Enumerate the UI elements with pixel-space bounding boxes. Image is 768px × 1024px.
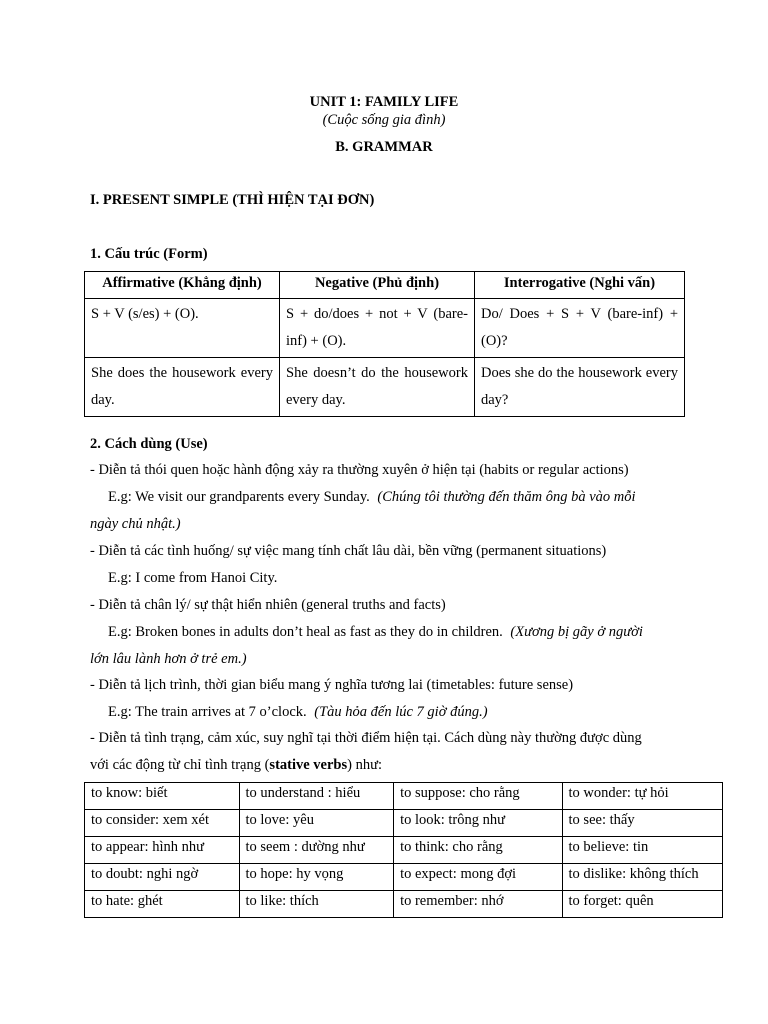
table-row bbox=[85, 783, 723, 810]
example-line bbox=[108, 704, 488, 721]
form-table-header-row bbox=[85, 272, 685, 299]
example-text: E.g: Broken bones in adults don’t heal as fast as they do in children. bbox=[108, 624, 503, 640]
example-translation: (Xương bị gãy ở người bbox=[510, 624, 643, 640]
use-states-text-end: ) như: bbox=[347, 757, 382, 773]
table-cell: to like: thích bbox=[239, 891, 394, 918]
use-habits: - Diễn tả thói quen hoặc hành động xảy ra thường xuyên ở hiện tại (habits or regular actions) bbox=[90, 462, 629, 478]
table-cell: She doesn’t do the housework every day. bbox=[280, 358, 475, 417]
table-cell: to consider: xem xét bbox=[85, 810, 240, 837]
table-cell: to love: yêu bbox=[239, 810, 394, 837]
table-cell: to seem : dường như bbox=[239, 837, 394, 864]
table-cell: to hope: hy vọng bbox=[239, 864, 394, 891]
use-permanent: - Diễn tả các tình huống/ sự việc mang tính chất lâu dài, bền vững (permanent situations) bbox=[90, 543, 607, 559]
example-line bbox=[108, 624, 643, 641]
form-header-affirmative: Affirmative (Khẳng định) bbox=[85, 272, 280, 299]
table-row bbox=[85, 891, 723, 918]
table-cell: to dislike: không thích bbox=[562, 864, 722, 891]
stative-verbs-term: stative verbs bbox=[269, 757, 348, 773]
form-table bbox=[84, 271, 685, 417]
table-cell: Do/ Does + S + V (bare-inf) + (O)? bbox=[475, 299, 685, 358]
table-cell: to suppose: cho rằng bbox=[394, 783, 562, 810]
example-line bbox=[108, 489, 636, 506]
table-row bbox=[85, 299, 685, 358]
table-cell: S + V (s/es) + (O). bbox=[85, 299, 280, 358]
table-cell: to expect: mong đợi bbox=[394, 864, 562, 891]
example-translation-cont: lớn lâu lành hơn ở trẻ em.) bbox=[90, 651, 247, 667]
example-text: E.g: The train arrives at 7 o’clock. bbox=[108, 704, 307, 720]
unit-subtitle: (Cuộc sống gia đình) bbox=[322, 112, 446, 128]
use-states-cont bbox=[90, 757, 382, 774]
example-translation: (Chúng tôi thường đến thăm ông bà vào mỗi bbox=[377, 489, 636, 505]
table-cell: to understand : hiểu bbox=[239, 783, 394, 810]
example-translation-cont: ngày chủ nhật.) bbox=[90, 516, 181, 532]
table-cell: to forget: quên bbox=[562, 891, 722, 918]
table-cell: to see: thấy bbox=[562, 810, 722, 837]
form-header-interrogative: Interrogative (Nghi vấn) bbox=[475, 272, 685, 299]
stative-verbs-table bbox=[84, 782, 723, 918]
form-heading: 1. Cấu trúc (Form) bbox=[90, 246, 208, 262]
table-cell: to hate: ghét bbox=[85, 891, 240, 918]
unit-title: UNIT 1: FAMILY LIFE bbox=[309, 94, 459, 110]
present-simple-heading: I. PRESENT SIMPLE (THÌ HIỆN TẠI ĐƠN) bbox=[90, 192, 375, 208]
use-timetables: - Diễn tả lịch trình, thời gian biểu mang ý nghĩa tương lai (timetables: future sense) bbox=[90, 677, 574, 693]
grammar-heading: B. GRAMMAR bbox=[335, 139, 433, 155]
example-translation: (Tàu hỏa đến lúc 7 giờ đúng.) bbox=[314, 704, 488, 720]
use-truths: - Diễn tả chân lý/ sự thật hiển nhiên (general truths and facts) bbox=[90, 597, 446, 613]
table-row bbox=[85, 810, 723, 837]
use-heading: 2. Cách dùng (Use) bbox=[90, 436, 208, 452]
table-cell: to look: trông như bbox=[394, 810, 562, 837]
table-cell: to know: biết bbox=[85, 783, 240, 810]
use-states: - Diễn tả tình trạng, cảm xúc, suy nghĩ tại thời điểm hiện tại. Cách dùng này thường được dùng bbox=[90, 730, 642, 746]
table-cell: to believe: tin bbox=[562, 837, 722, 864]
table-cell: Does she do the housework every day? bbox=[475, 358, 685, 417]
table-row bbox=[85, 837, 723, 864]
table-cell: to wonder: tự hỏi bbox=[562, 783, 722, 810]
table-cell: S + do/does + not + V (bare-inf) + (O). bbox=[280, 299, 475, 358]
example-text: E.g: I come from Hanoi City. bbox=[108, 570, 278, 586]
table-row bbox=[85, 358, 685, 417]
use-states-text: với các động từ chỉ tình trạng ( bbox=[90, 757, 270, 773]
table-row bbox=[85, 864, 723, 891]
table-cell: She does the housework every day. bbox=[85, 358, 280, 417]
table-cell: to think: cho rằng bbox=[394, 837, 562, 864]
table-cell: to doubt: nghi ngờ bbox=[85, 864, 240, 891]
example-text: E.g: We visit our grandparents every Sunday. bbox=[108, 489, 370, 505]
table-cell: to appear: hình như bbox=[85, 837, 240, 864]
form-header-negative: Negative (Phủ định) bbox=[280, 272, 475, 299]
table-cell: to remember: nhớ bbox=[394, 891, 562, 918]
